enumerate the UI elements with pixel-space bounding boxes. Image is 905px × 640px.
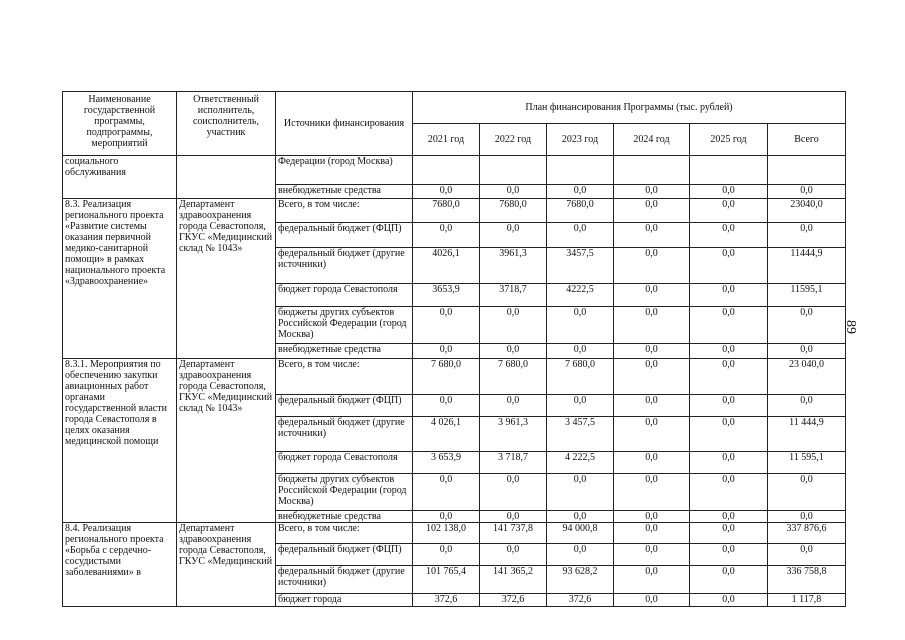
header-year: 2025 год [690, 124, 768, 156]
value-cell: 0,0 [690, 359, 768, 395]
value-cell: 0,0 [690, 566, 768, 594]
value-cell: 0,0 [690, 199, 768, 223]
header-year: 2021 год [413, 124, 480, 156]
value-cell [480, 156, 547, 185]
financing-table [62, 91, 846, 607]
value-cell: 4026,1 [413, 248, 480, 284]
value-cell: 0,0 [547, 474, 614, 511]
value-cell: 0,0 [614, 452, 690, 474]
value-cell: 0,0 [480, 185, 547, 199]
source-cell: Федерации (город Москва) [276, 156, 413, 185]
value-cell: 0,0 [547, 544, 614, 566]
header-year: 2022 год [480, 124, 547, 156]
header-source: Источники финансирования [276, 92, 413, 156]
value-cell: 0,0 [690, 417, 768, 452]
value-cell: 0,0 [413, 344, 480, 359]
value-cell: 0,0 [547, 185, 614, 199]
value-cell: 3457,5 [547, 248, 614, 284]
value-cell: 0,0 [690, 511, 768, 523]
value-cell: 4 026,1 [413, 417, 480, 452]
value-cell: 0,0 [480, 474, 547, 511]
value-cell: 0,0 [690, 395, 768, 417]
value-cell: 0,0 [614, 185, 690, 199]
value-cell: 0,0 [768, 395, 846, 417]
value-cell: 0,0 [480, 544, 547, 566]
source-cell: Всего, в том числе: [276, 523, 413, 544]
program-name-cell: 8.3.1. Мероприятия по обеспечению закупки авиационных работ органами государственной власти города Севастополя в целях оказания медицинской помощи [63, 359, 177, 523]
value-cell [413, 156, 480, 185]
value-cell [547, 156, 614, 185]
value-cell: 0,0 [614, 284, 690, 307]
value-cell: 0,0 [614, 248, 690, 284]
value-cell: 0,0 [690, 185, 768, 199]
value-cell: 0,0 [547, 395, 614, 417]
header-exec: Ответственный исполнитель, соисполнитель, участник [177, 92, 276, 156]
source-cell: бюджет города Севастополя [276, 452, 413, 474]
source-cell: федеральный бюджет (ФЦП) [276, 395, 413, 417]
value-cell: 0,0 [413, 474, 480, 511]
value-cell: 0,0 [614, 359, 690, 395]
header-year: 2023 год [547, 124, 614, 156]
value-cell: 0,0 [614, 566, 690, 594]
source-cell: федеральный бюджет (ФЦП) [276, 223, 413, 248]
page-number: 89 [843, 320, 858, 334]
value-cell: 0,0 [768, 511, 846, 523]
value-cell: 7 680,0 [547, 359, 614, 395]
table-row [63, 156, 846, 185]
value-cell: 0,0 [768, 344, 846, 359]
value-cell: 0,0 [768, 223, 846, 248]
value-cell: 3653,9 [413, 284, 480, 307]
value-cell: 11595,1 [768, 284, 846, 307]
source-cell: федеральный бюджет (другие источники) [276, 248, 413, 284]
value-cell: 3961,3 [480, 248, 547, 284]
header-year: 2024 год [614, 124, 690, 156]
value-cell: 0,0 [413, 185, 480, 199]
value-cell: 0,0 [768, 544, 846, 566]
value-cell [768, 156, 846, 185]
value-cell: 1 117,8 [768, 594, 846, 607]
executor-cell: Департамент здравоохранения города Севастополя, ГКУС «Медицинский склад № 1043» [177, 199, 276, 359]
value-cell: 11444,9 [768, 248, 846, 284]
value-cell: 372,6 [547, 594, 614, 607]
value-cell: 7 680,0 [480, 359, 547, 395]
source-cell: бюджеты других субъектов Российской Федерации (город Москва) [276, 474, 413, 511]
value-cell: 0,0 [547, 307, 614, 344]
value-cell: 0,0 [614, 511, 690, 523]
value-cell: 141 365,2 [480, 566, 547, 594]
value-cell: 372,6 [413, 594, 480, 607]
value-cell: 3 653,9 [413, 452, 480, 474]
value-cell: 0,0 [413, 511, 480, 523]
value-cell: 0,0 [413, 223, 480, 248]
program-name-cell: социального обслуживания [63, 156, 177, 199]
value-cell: 0,0 [413, 395, 480, 417]
header-plan: План финансирования Программы (тыс. рублей) [413, 92, 846, 124]
value-cell: 0,0 [614, 417, 690, 452]
value-cell: 7 680,0 [413, 359, 480, 395]
value-cell: 0,0 [614, 594, 690, 607]
header-total: Всего [768, 124, 846, 156]
value-cell: 372,6 [480, 594, 547, 607]
value-cell: 7680,0 [480, 199, 547, 223]
value-cell: 7680,0 [547, 199, 614, 223]
value-cell: 0,0 [614, 344, 690, 359]
value-cell: 0,0 [547, 511, 614, 523]
value-cell: 0,0 [480, 307, 547, 344]
program-name-cell: 8.3. Реализация регионального проекта «Развитие системы оказания первичной медико-санитарной помощи» в рамках национального проекта «Здравоохранение» [63, 199, 177, 359]
value-cell: 0,0 [547, 344, 614, 359]
value-cell: 0,0 [480, 511, 547, 523]
value-cell: 0,0 [690, 474, 768, 511]
value-cell: 0,0 [480, 223, 547, 248]
table-row [63, 523, 846, 544]
value-cell: 0,0 [614, 223, 690, 248]
executor-cell [177, 156, 276, 199]
value-cell: 336 758,8 [768, 566, 846, 594]
value-cell: 0,0 [768, 185, 846, 199]
value-cell: 0,0 [480, 395, 547, 417]
value-cell: 337 876,6 [768, 523, 846, 544]
value-cell: 0,0 [614, 307, 690, 344]
value-cell: 3718,7 [480, 284, 547, 307]
table-row [63, 199, 846, 223]
source-cell: федеральный бюджет (ФЦП) [276, 544, 413, 566]
value-cell: 3 718,7 [480, 452, 547, 474]
value-cell: 0,0 [413, 544, 480, 566]
value-cell: 102 138,0 [413, 523, 480, 544]
value-cell: 94 000,8 [547, 523, 614, 544]
value-cell: 0,0 [614, 544, 690, 566]
value-cell: 0,0 [690, 248, 768, 284]
value-cell: 0,0 [614, 199, 690, 223]
executor-cell: Департамент здравоохранения города Севастополя, ГКУС «Медицинский [177, 523, 276, 607]
value-cell: 0,0 [768, 474, 846, 511]
value-cell: 0,0 [690, 344, 768, 359]
value-cell: 0,0 [690, 523, 768, 544]
value-cell: 11 595,1 [768, 452, 846, 474]
value-cell: 0,0 [690, 452, 768, 474]
source-cell: бюджет города [276, 594, 413, 607]
source-cell: бюджет города Севастополя [276, 284, 413, 307]
value-cell: 0,0 [690, 284, 768, 307]
value-cell: 0,0 [690, 223, 768, 248]
value-cell: 0,0 [614, 523, 690, 544]
executor-cell: Департамент здравоохранения города Севастополя, ГКУС «Медицинский склад № 1043» [177, 359, 276, 523]
value-cell: 0,0 [690, 307, 768, 344]
value-cell: 0,0 [768, 307, 846, 344]
value-cell [614, 156, 690, 185]
value-cell: 11 444,9 [768, 417, 846, 452]
source-cell: внебюджетные средства [276, 185, 413, 199]
value-cell [690, 156, 768, 185]
source-cell: внебюджетные средства [276, 344, 413, 359]
program-name-cell: 8.4. Реализация регионального проекта «Борьба с сердечно-сосудистыми заболеваниями» в [63, 523, 177, 607]
value-cell: 0,0 [614, 474, 690, 511]
value-cell: 4 222,5 [547, 452, 614, 474]
source-cell: федеральный бюджет (другие источники) [276, 417, 413, 452]
value-cell: 0,0 [690, 544, 768, 566]
value-cell: 23040,0 [768, 199, 846, 223]
value-cell: 0,0 [547, 223, 614, 248]
value-cell: 7680,0 [413, 199, 480, 223]
value-cell: 93 628,2 [547, 566, 614, 594]
source-cell: федеральный бюджет (другие источники) [276, 566, 413, 594]
source-cell: Всего, в том числе: [276, 359, 413, 395]
header-name: Наименование государственной программы, подпрограммы, мероприятий [63, 92, 177, 156]
value-cell: 0,0 [690, 594, 768, 607]
source-cell: внебюджетные средства [276, 511, 413, 523]
source-cell: Всего, в том числе: [276, 199, 413, 223]
value-cell: 3 961,3 [480, 417, 547, 452]
value-cell: 0,0 [413, 307, 480, 344]
value-cell: 0,0 [480, 344, 547, 359]
value-cell: 101 765,4 [413, 566, 480, 594]
value-cell: 141 737,8 [480, 523, 547, 544]
value-cell: 23 040,0 [768, 359, 846, 395]
table-row [63, 359, 846, 395]
value-cell: 0,0 [614, 395, 690, 417]
source-cell: бюджеты других субъектов Российской Федерации (город Москва) [276, 307, 413, 344]
value-cell: 3 457,5 [547, 417, 614, 452]
value-cell: 4222,5 [547, 284, 614, 307]
